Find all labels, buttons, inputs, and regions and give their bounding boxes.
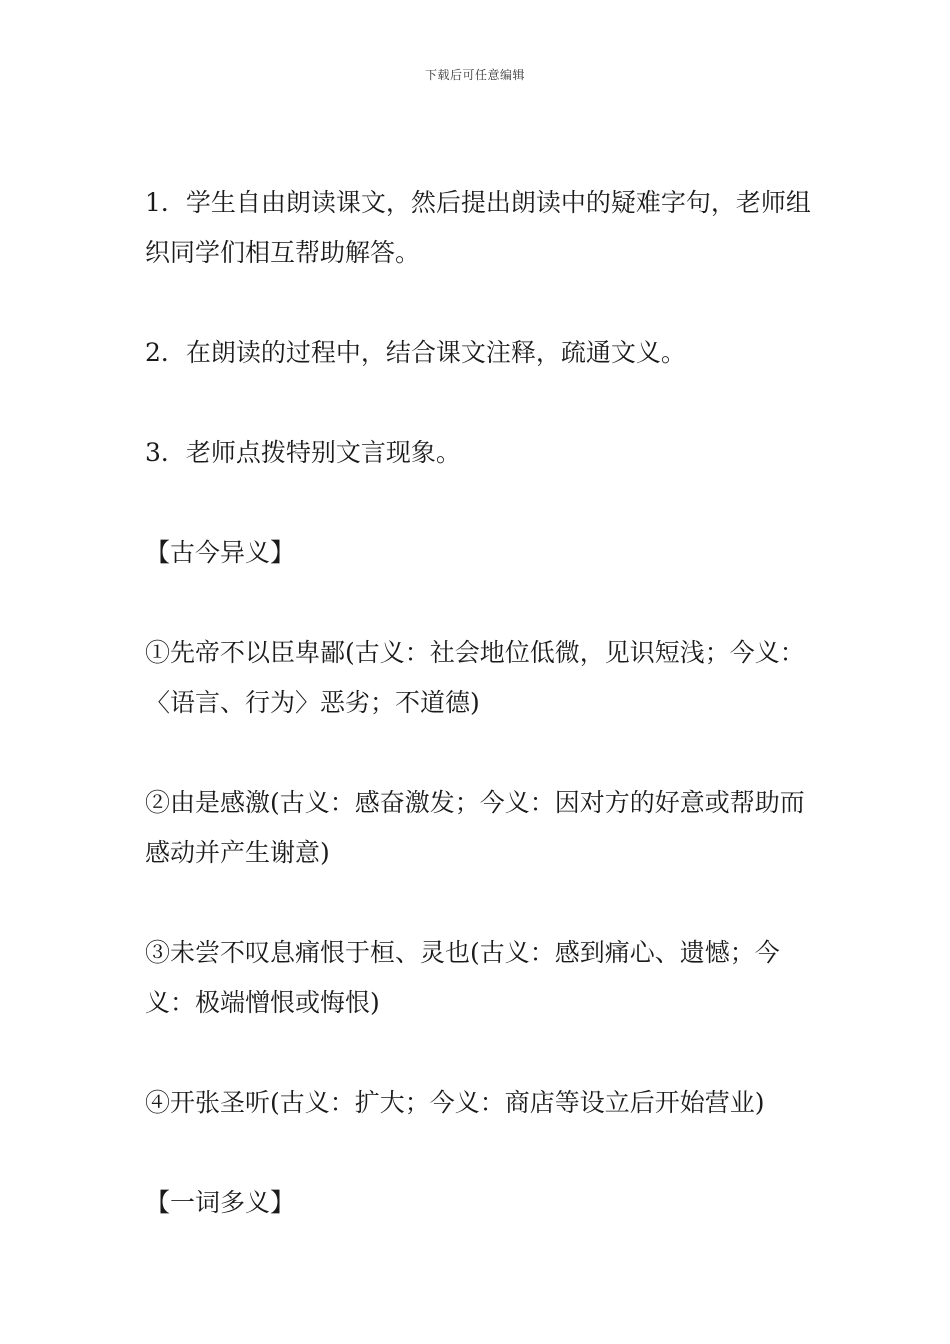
item-4-paragraph: ④开张圣听(古义：扩大；今义：商店等设立后开始营业)	[145, 1088, 765, 1117]
step-1-paragraph: 1．学生自由朗读课文，然后提出朗读中的疑难字句，老师组织同学们相互帮助解答。	[145, 188, 811, 267]
item-3-paragraph: ③未尝不叹息痛恨于桓、灵也(古义：感到痛心、遗憾；今义：极端憎恨或悔恨)	[145, 938, 780, 1017]
step-3-paragraph: 3．老师点拨特别文言现象。	[145, 438, 461, 467]
section-heading-yici-duoyi: 【一词多义】	[145, 1188, 296, 1217]
document-body	[145, 178, 825, 1228]
item-2-paragraph: ②由是感激(古义：感奋激发；今义：因对方的好意或帮助而感动并产生谢意)	[145, 788, 805, 867]
page-header: 下载后可任意编辑	[424, 68, 525, 82]
section-heading-gujin-yiyi: 【古今异义】	[145, 538, 296, 567]
step-2-paragraph: 2．在朗读的过程中，结合课文注释，疏通文义。	[145, 338, 686, 367]
item-1-paragraph: ①先帝不以臣卑鄙(古义：社会地位低微，见识短浅；今义：〈语言、行为〉恶劣；不道德)	[145, 638, 805, 717]
